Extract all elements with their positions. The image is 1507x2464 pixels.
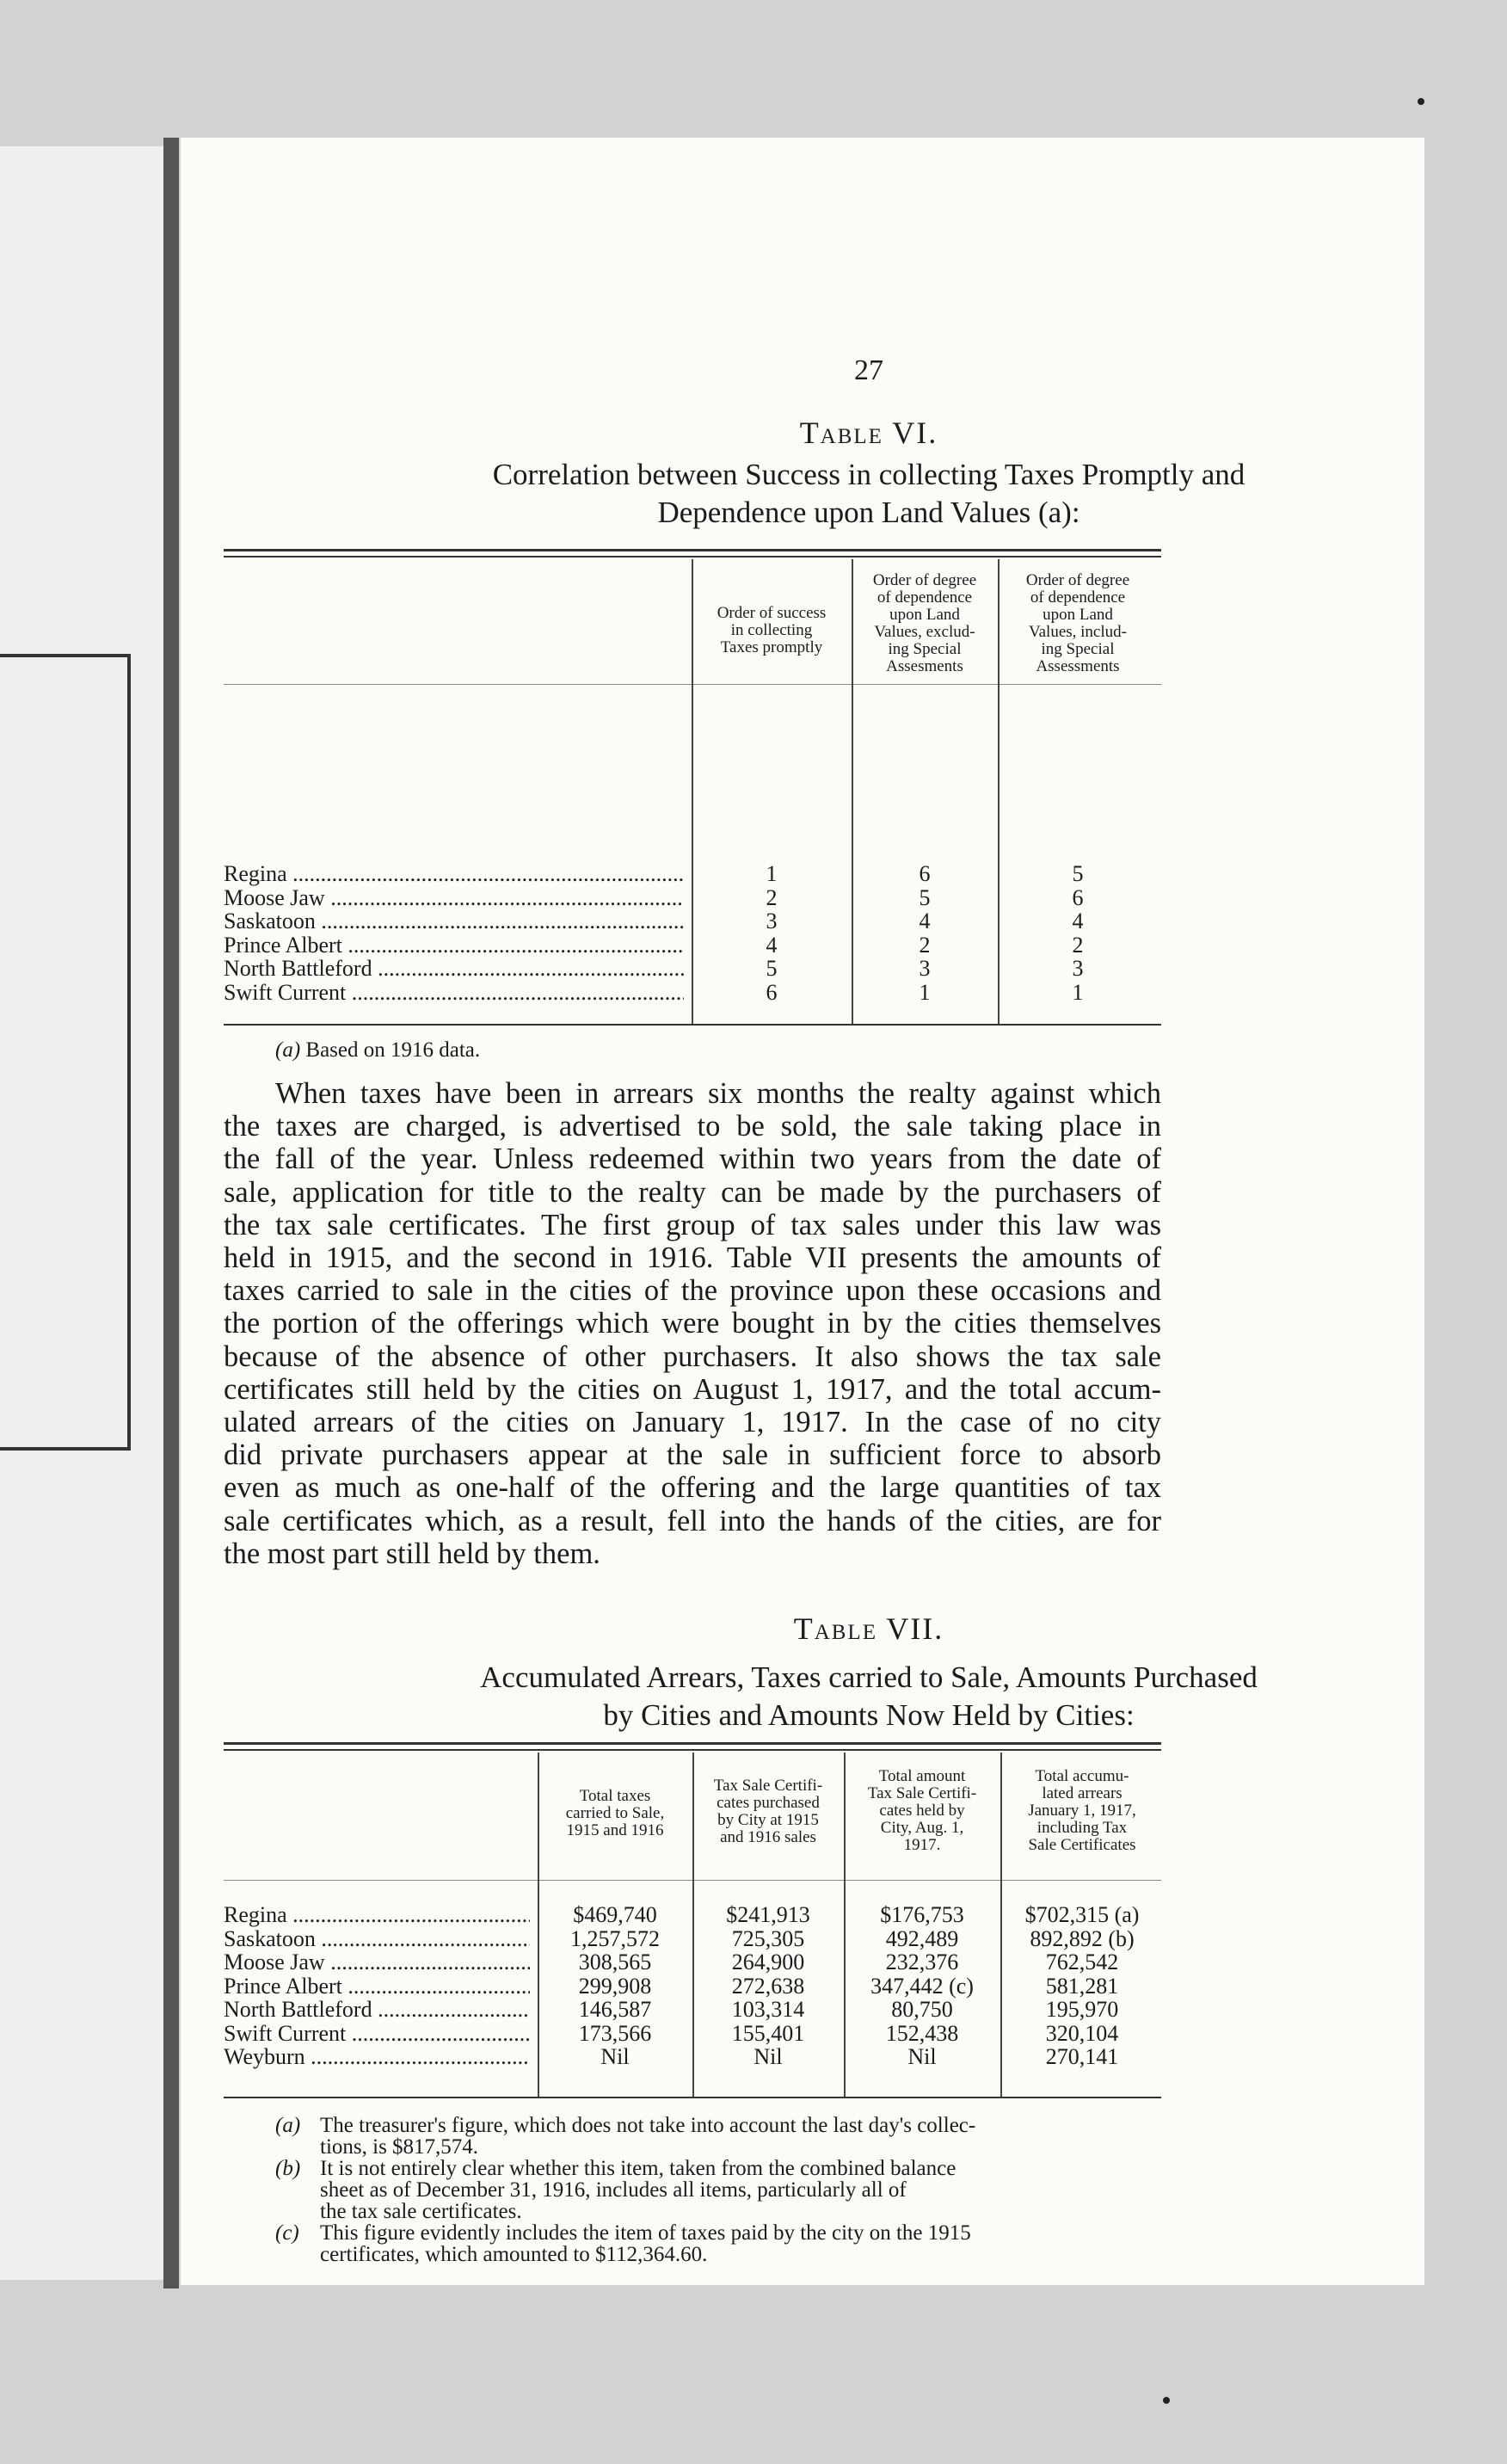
table-cell: $469,740 — [573, 1902, 657, 1927]
scan-speck — [1418, 98, 1424, 105]
table-cell: 6 — [766, 979, 778, 1005]
table-cell: 3 — [766, 909, 778, 933]
table-cell: 6 — [919, 861, 931, 886]
table-cell: 4 — [919, 909, 931, 933]
paragraph-line: the tax sale certificates. The first group of tax sales under this law was — [224, 1208, 1161, 1241]
column-purchased — [692, 1903, 844, 2069]
paragraph-line: did private purchasers appear at the sale in sufficient force to absorb — [224, 1438, 1161, 1472]
column-header: Total accumu- lated arrears January 1, 1917, including Tax Sale Certificates — [1028, 1767, 1136, 1854]
column-held — [844, 1903, 1000, 2069]
row-label: Regina ..... — [224, 862, 684, 886]
table-cell: 146,587 — [578, 1997, 652, 2022]
table-cell: 725,305 — [731, 1925, 805, 1951]
row-label: Swift Current ..... — [224, 2022, 530, 2046]
footnote-line: the tax sale certificates. — [320, 2200, 522, 2223]
paragraph-line: sale, application for title to the realty can be made by the purchasers of — [224, 1175, 1161, 1209]
table-cell: 80,750 — [891, 1997, 953, 2022]
paragraph-line: ulated arrears of the cities on January 1, 1917. In the case of no city — [224, 1406, 1161, 1439]
table-7-footnotes — [275, 2115, 1161, 2265]
footnote-b — [275, 2158, 1161, 2222]
table-cell: 272,638 — [731, 1973, 805, 1999]
table-cell: 3 — [1072, 956, 1084, 981]
paragraph-line: certificates still held by the cities on August 1, 1917, and the total accum- — [224, 1372, 1161, 1406]
table-cell: 103,314 — [731, 1997, 805, 2022]
row-label: Saskatoon ..... — [224, 1927, 530, 1951]
footnote-line: This figure evidently includes the item of taxes paid by the city on the 1915 — [320, 2221, 971, 2245]
document-page — [181, 138, 1424, 2285]
column-header: Total amount Tax Sale Certifi- cates held by City, Aug. 1, 1917. — [867, 1767, 977, 1854]
row-label: Moose Jaw ..... — [224, 886, 684, 910]
table-cell: 4 — [766, 932, 778, 958]
caption-line: Correlation between Success in collecting Taxes Promptly and — [492, 458, 1246, 491]
row-label: North Battleford ..... — [224, 957, 684, 981]
table-rule — [224, 549, 1161, 551]
table-rule — [224, 1742, 1161, 1745]
footnote-label: (a) — [275, 1038, 301, 1062]
table-cell: 4 — [1072, 909, 1084, 933]
caption-line: Dependence upon Land Values (a): — [657, 496, 1080, 529]
paragraph-line: the fall of the year. Unless redeemed within two years from the date of — [224, 1143, 1161, 1176]
table-cell: 232,376 — [885, 1950, 959, 1974]
table-cell: 1 — [1072, 979, 1084, 1005]
row-label: North Battleford ..... — [224, 1998, 530, 2022]
paragraph-line: the most part still held by them. — [224, 1537, 600, 1570]
footnote-text: Based on 1916 data. — [305, 1038, 481, 1062]
table-6-caption — [181, 456, 1507, 532]
table-7-title: Table VII. — [793, 1611, 944, 1646]
row-labels — [224, 1903, 530, 2069]
paragraph-line: the taxes are charged, is advertised to be sold, the sale taking place in — [224, 1110, 1161, 1143]
table-cell: 5 — [1072, 861, 1084, 886]
table-cell: 152,438 — [885, 2020, 959, 2046]
table-cell: 264,900 — [731, 1950, 805, 1974]
column-success — [692, 862, 852, 1004]
table-cell: 155,401 — [731, 2020, 805, 2046]
table-7-caption — [181, 1659, 1507, 1734]
table-cell: 308,565 — [578, 1950, 652, 1974]
table-rule — [224, 1024, 1161, 1026]
table-cell: 581,281 — [1045, 1973, 1119, 1999]
column-carried-to-sale — [538, 1903, 692, 2069]
footnote-a — [275, 2115, 1161, 2158]
table-cell: 173,566 — [578, 2020, 652, 2046]
table-cell: 270,141 — [1045, 2044, 1119, 2069]
row-label: Saskatoon ..... — [224, 909, 684, 933]
column-header: Tax Sale Certifi- cates purchased by City at 1915 and 1916 sales — [713, 1777, 823, 1846]
paragraph-line: taxes carried to sale in the cities of the province upon these occasions and — [224, 1274, 1161, 1308]
paragraph-line: sale certificates which, as a result, fell into the hands of the cities, are for — [224, 1504, 1161, 1537]
table-cell: $176,753 — [880, 1902, 964, 1927]
column-including — [998, 862, 1158, 1004]
row-label: Regina ..... — [224, 1903, 530, 1927]
row-label: Swift Current ..... — [224, 981, 684, 1005]
table-cell: 347,442 (c) — [870, 1973, 974, 1999]
table-cell: 5 — [766, 956, 778, 981]
column-header: Order of degree of dependence upon Land Values, exclud- ing Special Assesments — [872, 571, 977, 675]
row-label: Moose Jaw ..... — [224, 1950, 530, 1974]
paragraph-line: held in 1915, and the second in 1916. Table VII presents the amounts of — [224, 1241, 1161, 1275]
row-label: Prince Albert ..... — [224, 933, 684, 958]
table-cell: $702,315 (a) — [1024, 1902, 1140, 1927]
page-number: 27 — [854, 354, 883, 386]
paragraph-line: because of the absence of other purchasers. It also shows the tax sale — [224, 1340, 1161, 1373]
footnote-c — [275, 2222, 1161, 2265]
table-cell: 1,257,572 — [570, 1925, 660, 1951]
table-cell: 3 — [919, 956, 931, 981]
row-labels — [224, 862, 684, 1004]
caption-line: Accumulated Arrears, Taxes carried to Sale, Amounts Purchased — [480, 1660, 1258, 1694]
table-cell: 299,908 — [578, 1973, 652, 1999]
table-cell: 2 — [919, 932, 931, 958]
footnote-text — [320, 2222, 971, 2265]
table-cell: 1 — [766, 861, 778, 886]
scan-speck — [1163, 2397, 1170, 2404]
paragraph-line: When taxes have been in arrears six months the realty against which — [275, 1077, 1161, 1110]
column-header: Total taxes carried to Sale, 1915 and 1916 — [565, 1787, 665, 1839]
table-cell: 492,489 — [885, 1925, 959, 1951]
table-cell: 2 — [766, 884, 778, 910]
table-cell: Nil — [754, 2044, 783, 2069]
table-cell: 1 — [919, 979, 931, 1005]
table-cell: Nil — [600, 2044, 630, 2069]
footnote-text — [320, 2158, 956, 2222]
table-6-title: Table VI. — [799, 416, 938, 450]
column-arrears — [1000, 1903, 1164, 2069]
table-cell: 6 — [1072, 884, 1084, 910]
footnote-line: sheet as of December 31, 1916, includes all items, particularly all of — [320, 2178, 907, 2202]
footnote-line: It is not entirely clear whether this item, taken from the combined balance — [320, 2157, 956, 2180]
column-excluding — [852, 862, 998, 1004]
footnote-line: tions, is $817,574. — [320, 2135, 479, 2159]
table-6-footnote — [275, 1039, 480, 1061]
table-rule — [224, 556, 1161, 557]
table-cell: 892,892 (b) — [1030, 1925, 1135, 1951]
caption-line: by Cities and Amounts Now Held by Cities: — [603, 1698, 1135, 1732]
row-label: Weyburn ..... — [224, 2045, 530, 2069]
body-paragraph — [224, 1077, 1161, 1570]
table-cell: 5 — [919, 884, 931, 910]
table-rule — [224, 1749, 1161, 1751]
table-cell: $241,913 — [726, 1902, 810, 1927]
paragraph-line: even as much as one-half of the offering and the large quantities of tax — [224, 1471, 1161, 1505]
facing-page-frame — [0, 654, 131, 1451]
paragraph-line: the portion of the offerings which were bought in by the cities themselves — [224, 1307, 1161, 1340]
table-cell: Nil — [907, 2044, 937, 2069]
column-header: Order of degree of dependence upon Land Values, includ- ing Special Assessments — [1025, 571, 1130, 675]
footnote-line: The treasurer's figure, which does not take into account the last day's collec- — [320, 2114, 976, 2137]
column-header: Order of success in collecting Taxes promptly — [717, 604, 827, 656]
table-cell: 195,970 — [1045, 1997, 1119, 2022]
table-cell: 320,104 — [1045, 2020, 1119, 2046]
table-cell: 2 — [1072, 932, 1084, 958]
footnote-label: (c) — [275, 2221, 299, 2245]
table-rule — [224, 2097, 1161, 2098]
footnote-label: (b) — [275, 2157, 301, 2180]
footnote-text — [320, 2115, 975, 2158]
footnote-label: (a) — [275, 2114, 301, 2137]
row-label: Prince Albert ..... — [224, 1974, 530, 1999]
table-cell: 762,542 — [1045, 1950, 1119, 1974]
book-gutter — [163, 138, 179, 2288]
footnote-line: certificates, which amounted to $112,364.60. — [320, 2243, 708, 2266]
